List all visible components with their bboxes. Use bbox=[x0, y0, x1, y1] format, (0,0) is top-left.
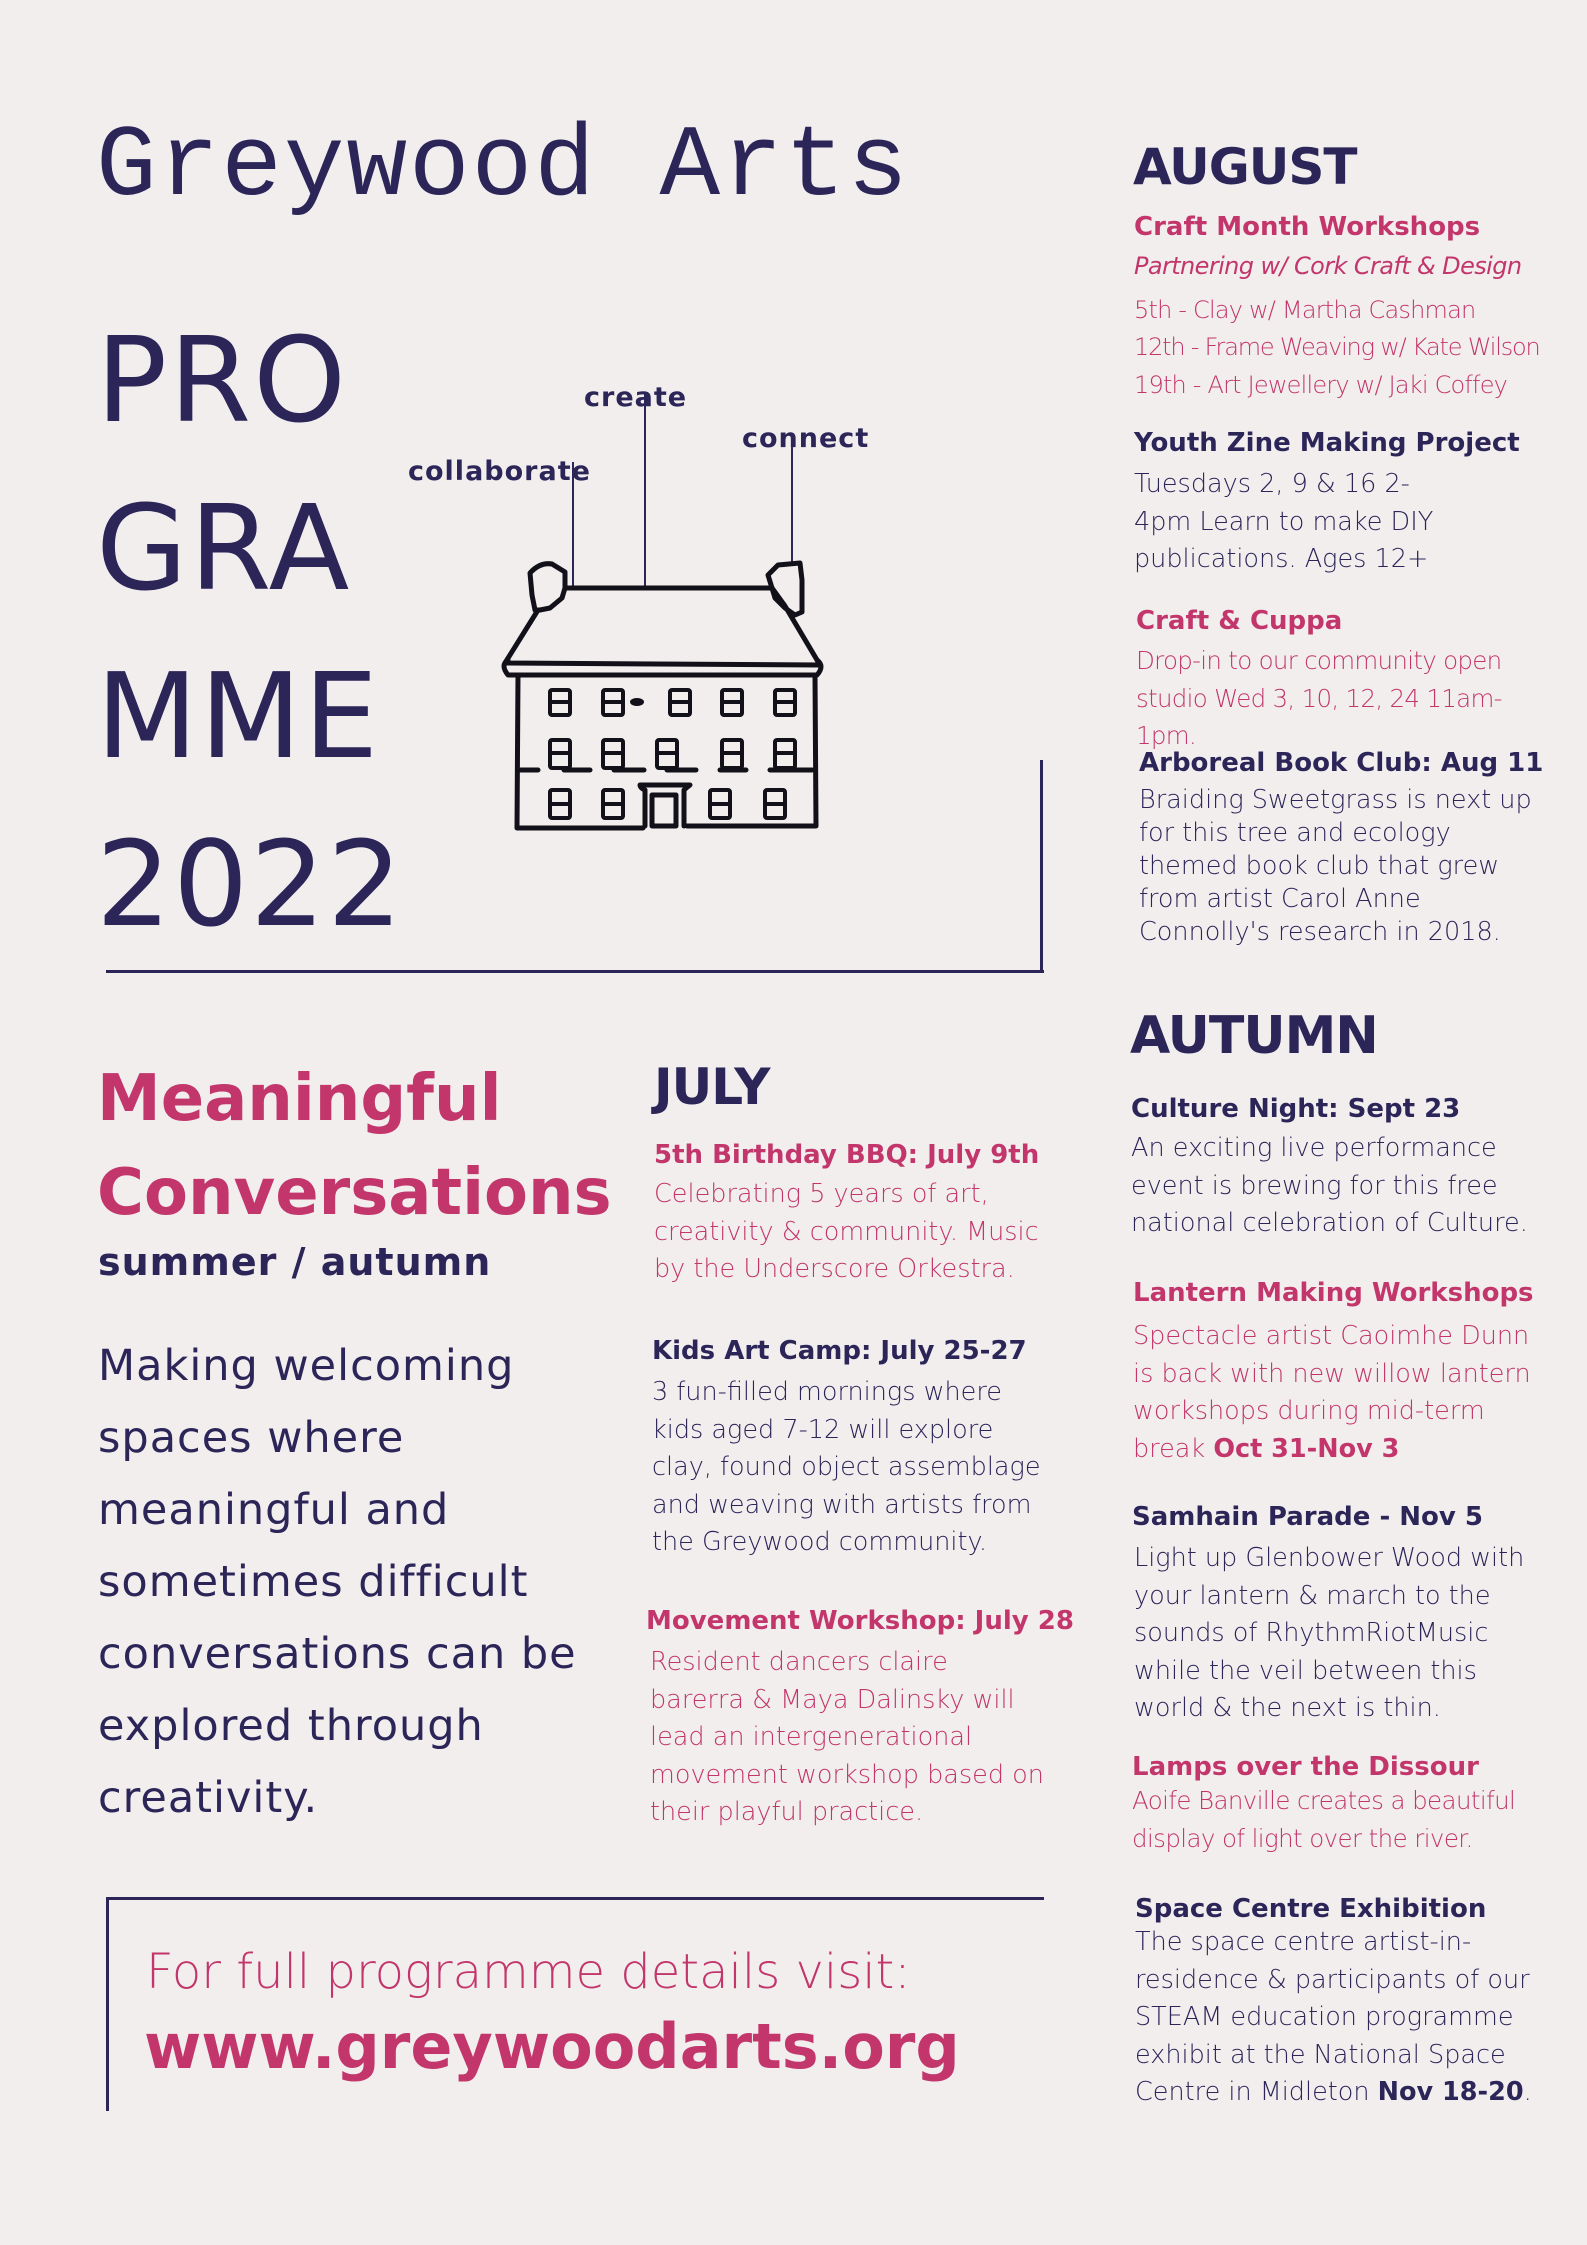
website-link[interactable]: www.greywoodarts.org bbox=[144, 2010, 960, 2083]
event-line: 19th - Art Jewellery w/ Jaki Coffey bbox=[1134, 370, 1508, 399]
event-subtitle: Partnering w/ Cork Craft & Design bbox=[1134, 252, 1522, 280]
event-movement-workshop bbox=[646, 1606, 1074, 1832]
intro-title bbox=[97, 1052, 612, 1240]
event-body: Braiding Sweetgrass is next up for this tree and ecology themed book club that grew from artist Carol Anne Connolly's research in 2018. bbox=[1139, 785, 1532, 947]
event-line: 5th - Clay w/ Martha Cashman bbox=[1134, 295, 1476, 324]
event-space-centre bbox=[1135, 1894, 1555, 2112]
event-title: Craft & Cuppa bbox=[1136, 606, 1343, 636]
programme-title-line: MME bbox=[96, 647, 381, 785]
event-title: Samhain Parade - Nov 5 bbox=[1132, 1502, 1484, 1532]
event-date: Nov 18-20 bbox=[1377, 2077, 1524, 2107]
frame-divider-vertical bbox=[1040, 760, 1043, 973]
event-title: 5th Birthday BBQ: July 9th bbox=[654, 1140, 1040, 1170]
event-craft-month bbox=[1134, 212, 1554, 404]
brand-title: Greywood Arts bbox=[96, 111, 910, 225]
event-body: Tuesdays 2, 9 & 16 2-4pm Learn to make DIY publications. Ages 12+ bbox=[1134, 469, 1434, 574]
window-row-top bbox=[550, 690, 795, 715]
frame-divider-horizontal bbox=[106, 970, 1044, 973]
intro-title-line: Conversations bbox=[97, 1156, 612, 1230]
event-kids-art-camp bbox=[652, 1336, 1052, 1562]
intro-body: Making welcoming spaces where meaningful and sometimes difficult conversations can be explored through creativity. bbox=[98, 1341, 577, 1823]
event-body: 3 fun-filled mornings where kids aged 7-12 will explore clay, found object assemblage and weaving with artists from the Greywood community. bbox=[652, 1377, 1041, 1557]
event-body-text: Spectacle artist Caoimhe Dunn is back with new willow lantern workshops during mid-term break bbox=[1133, 1321, 1531, 1464]
event-line: 12th - Frame Weaving w/ Kate Wilson bbox=[1134, 333, 1540, 361]
event-title: Lantern Making Workshops bbox=[1133, 1278, 1534, 1308]
roof bbox=[505, 588, 820, 665]
label-connect: connect bbox=[742, 423, 870, 454]
event-body-text: The space centre artist-in-residence & participants of our STEAM education programme exhibit at the National Space Centre in Midleton bbox=[1135, 1927, 1530, 2107]
event-suffix: . bbox=[1523, 2077, 1532, 2107]
footer-divider-vertical bbox=[106, 1897, 109, 2111]
house-illustration bbox=[400, 370, 1060, 990]
event-youth-zine bbox=[1134, 428, 1534, 579]
event-title: Movement Workshop: July 28 bbox=[646, 1606, 1074, 1636]
event-date: Oct 31-Nov 3 bbox=[1213, 1433, 1400, 1464]
intro-subtitle: summer / autumn bbox=[98, 1240, 492, 1284]
event-body: Light up Glenbower Wood with your lantern & march to the sounds of RhythmRiotMusic while the veil between this world & the next is thin. bbox=[1134, 1543, 1525, 1723]
event-body: Drop-in to our community open studio Wed 3, 10, 12, 24 11am-1pm. bbox=[1136, 646, 1502, 750]
event-body: Celebrating 5 years of art, creativity & community. Music by the Underscore Orkestra. bbox=[654, 1179, 1039, 1284]
event-title: Craft Month Workshops bbox=[1134, 212, 1481, 242]
event-title: Space Centre Exhibition bbox=[1135, 1894, 1487, 1924]
event-book-club bbox=[1139, 748, 1544, 949]
autumn-heading: AUTUMN bbox=[1130, 1006, 1378, 1066]
august-heading: AUGUST bbox=[1133, 138, 1357, 196]
event-body: Resident dancers claire barerra & Maya Dalinsky will lead an intergenerational movement workshop based on their playful practice. bbox=[650, 1647, 1044, 1827]
event-july-bbq bbox=[654, 1140, 1054, 1289]
event-body: An exciting live performance event is brewing for this free national celebration of Culture. bbox=[1131, 1133, 1528, 1238]
label-collaborate: collaborate bbox=[408, 456, 591, 487]
event-title: Arboreal Book Club: Aug 11 bbox=[1139, 748, 1544, 778]
front-door bbox=[640, 785, 690, 826]
event-body bbox=[1133, 1318, 1543, 1468]
intro-title-line: Meaningful bbox=[97, 1062, 502, 1136]
footer-intro: For full programme details visit: bbox=[146, 1944, 911, 2000]
windows bbox=[550, 690, 795, 818]
event-body bbox=[1135, 1924, 1555, 2112]
programme-title-line: PRO bbox=[96, 311, 349, 449]
front-door-panel bbox=[652, 795, 676, 826]
programme-title-line: GRA bbox=[96, 479, 352, 617]
event-craft-cuppa bbox=[1136, 606, 1546, 755]
event-body: Aoife Banville creates a beautiful display of light over the river. bbox=[1132, 1786, 1516, 1853]
event-samhain-parade bbox=[1132, 1502, 1542, 1728]
programme-title-line: 2022 bbox=[96, 815, 405, 953]
window-row-middle bbox=[550, 740, 795, 768]
event-lamps-dissour bbox=[1132, 1752, 1552, 1857]
chimney-left bbox=[530, 564, 565, 610]
event-lantern-workshops bbox=[1133, 1278, 1543, 1468]
event-culture-night bbox=[1131, 1094, 1551, 1243]
footer-divider-horizontal bbox=[106, 1897, 1044, 1900]
event-title: Youth Zine Making Project bbox=[1134, 428, 1520, 458]
event-title: Lamps over the Dissour bbox=[1132, 1752, 1479, 1782]
event-title: Kids Art Camp: July 25-27 bbox=[652, 1336, 1027, 1366]
event-title: Culture Night: Sept 23 bbox=[1131, 1094, 1461, 1124]
programme-title bbox=[96, 296, 404, 968]
label-create: create bbox=[584, 382, 688, 413]
house-drawing-icon bbox=[400, 370, 1060, 990]
july-heading: JULY bbox=[654, 1058, 770, 1116]
